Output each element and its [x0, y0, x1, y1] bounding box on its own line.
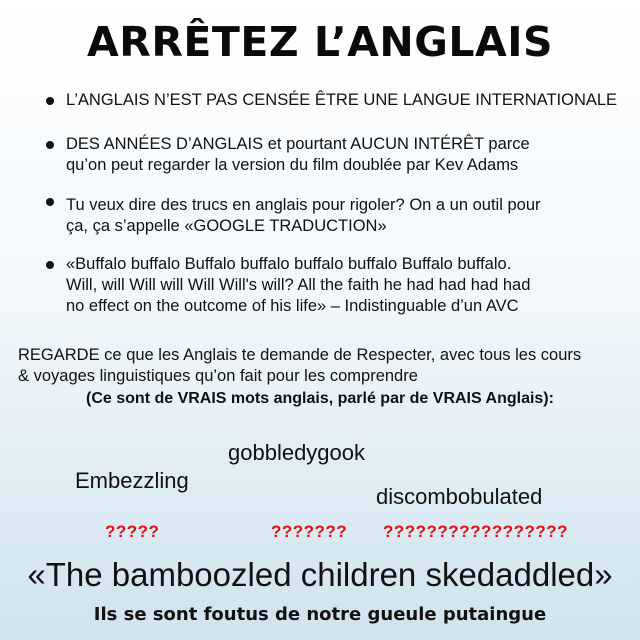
question-marks-2: ??????? [271, 522, 348, 541]
page-title: ARRÊTEZ L’ANGLAIS [87, 18, 553, 66]
bullet-dot [46, 141, 54, 149]
regarde-paragraph [18, 345, 636, 387]
word-embezzling: Embezzling [75, 468, 189, 493]
bullet-line: «Buffalo buffalo Buffalo buffalo buffalo buffalo Buffalo buffalo. [66, 255, 512, 273]
bamboozled-quote: «The bamboozled children skedaddled» [27, 556, 613, 593]
bullet-item-3 [66, 195, 636, 237]
real-words-note: (Ce sont de VRAIS mots anglais, parlé par de VRAIS Anglais): [86, 390, 554, 407]
regarde-line-2: & voyages linguistiques qu’on fait pour les comprendre [18, 367, 418, 385]
bullet-item-4 [66, 254, 636, 317]
word-gobbledygook: gobbledygook [228, 440, 366, 465]
bullet-line: L’ANGLAIS N’EST PAS CENSÉE ÊTRE UNE LANGUE INTERNATIONALE [66, 91, 618, 109]
bullet-line: Tu veux dire des trucs en anglais pour rigoler? On a un outil pour [66, 196, 541, 214]
bullet-line: DES ANNÉES D’ANGLAIS et pourtant AUCUN INTÉRÊT parce [66, 135, 530, 153]
bullet-line: Will, will Will will Will Will's will? All the faith he had had had had [66, 276, 531, 294]
question-marks-1: ????? [105, 522, 160, 541]
word-discombobulated: discombobulated [376, 484, 543, 509]
bullet-dot [46, 97, 54, 105]
bullet-item-1 [66, 90, 636, 111]
bullet-dot [46, 261, 54, 269]
question-marks-3: ????????????????? [383, 522, 569, 541]
footer-caption: Ils se sont foutus de notre gueule putaingue [93, 604, 547, 625]
bullet-line: ça, ça s’appelle «GOOGLE TRADUCTION» [66, 217, 387, 235]
regarde-line-1: REGARDE ce que les Anglais te demande de Respecter, avec tous les cours [18, 346, 582, 364]
bullet-line: no effect on the outcome of his life» – Indistinguable d’un AVC [66, 297, 519, 315]
bullet-line: qu’on peut regarder la version du film doublée par Kev Adams [66, 156, 519, 174]
bullet-item-2 [66, 134, 636, 176]
bullet-dot [46, 198, 54, 206]
